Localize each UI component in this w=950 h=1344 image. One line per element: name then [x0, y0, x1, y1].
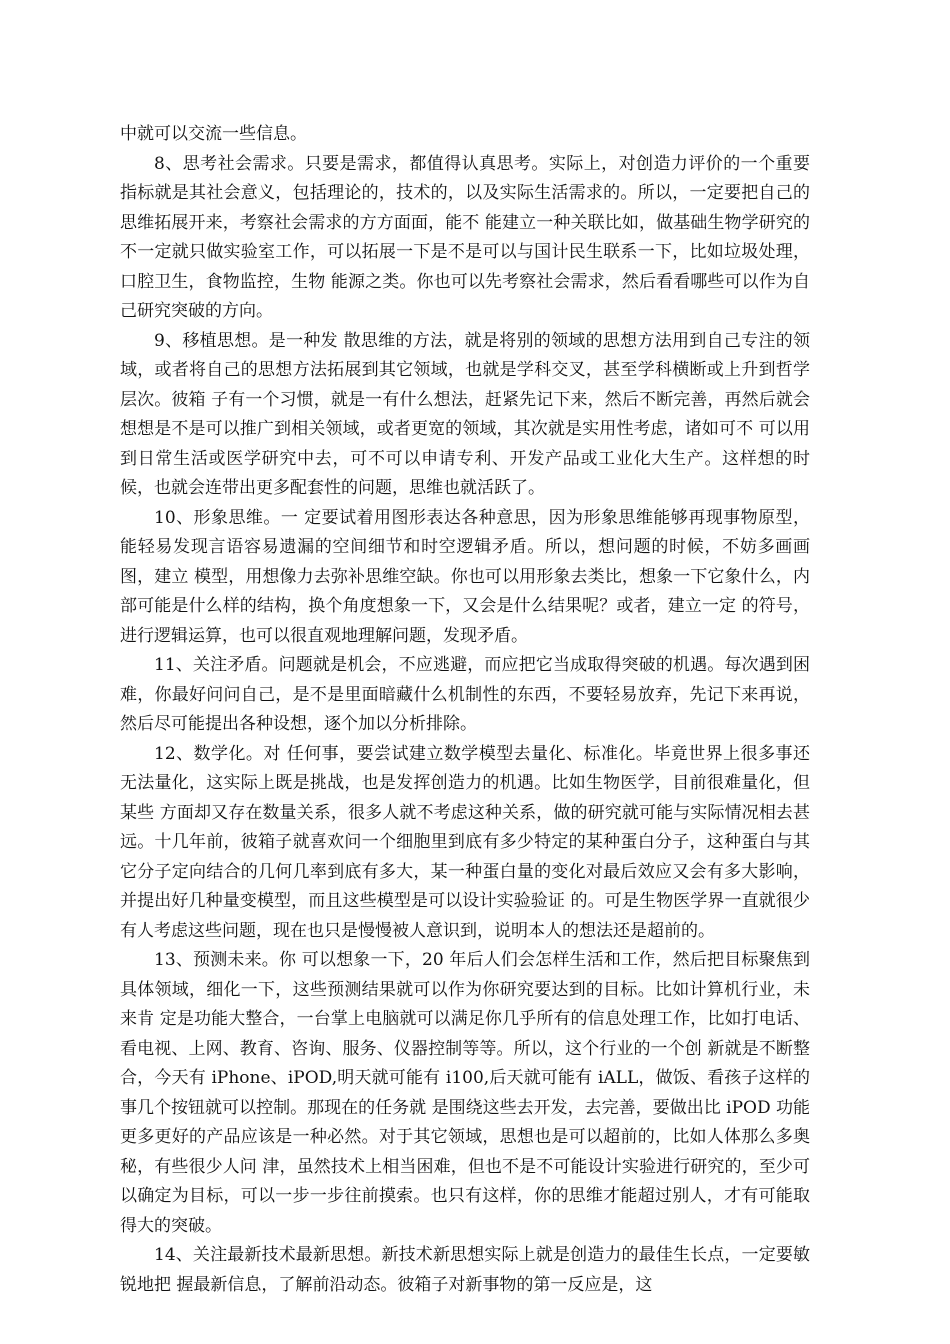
paragraph-item-13-predict-future: 13、预测未来。你 可以想象一下，20 年后人们会怎样生活和工作，然后把目标聚焦到具体领域，细化一下，这些预测结果就可以作为你研究要达到的目标。比如计算机行业，未来肯 定是功能大整合，一台掌上电脑就可以满足你几乎所有的信息处理工作，比如打电话、看电视、上网、教育、咨询、服务、仪器控制等等。所以，这个行业的一个创 新就是不断整合，今天有 iPhone、iPOD,明天就可能有 i100,后天就可能有 iALL，做饭、看孩子这样的事几个按钮就可以控制。那现在的任务就 是围绕这些去开发，去完善，要做出比 iPOD 功能更多更好的产品应该是一种必然。对于其它领域，思想也是可以超前的，比如人体那么多奥秘，有些很少人问 津，虽然技术上相当困难，但也不是不可能设计实验进行研究的，至少可以确定为目标，可以一步一步往前摸索。也只有这样，你的思维才能超过别人，才有可能取 得大的突破。 [120, 950, 810, 1236]
paragraph-item-8-social-needs: 8、思考社会需求。只要是需求，都值得认真思考。实际上，对创造力评价的一个重要指标就是其社会意义，包括理论的，技术的，以及实际生活需求的。所以，一定要把自己的思维拓展开来，考察社会需求的方方面面，能不 能建立一种关联比如，做基础生物学研究的不一定就只做实验室工作，可以拓展一下是不是可以与国计民生联系一下，比如垃圾处理，口腔卫生，食物监控，生物 能源之类。你也可以先考察社会需求，然后看看哪些可以作为自己研究突破的方向。 [120, 153, 810, 321]
paragraph-item-11-contradictions: 11、关注矛盾。问题就是机会，不应逃避，而应把它当成取得突破的机遇。每次遇到困难，你最好问问自己，是不是里面暗藏什么机制性的东西，不要轻易放弃，先记下来再说，然后尽可能提出各种设想，逐个加以分析排除。 [120, 655, 810, 734]
paragraph-item-12-mathematization: 12、数学化。对 任何事，要尝试建立数学模型去量化、标准化。毕竟世界上很多事还无法量化，这实际上既是挑战，也是发挥创造力的机遇。比如生物医学，目前很难量化，但某些 方面却又存在数量关系，很多人就不考虑这种关系，做的研究就可能与实际情况相去甚远。十几年前，彼箱子就喜欢问一个细胞里到底有多少特定的某种蛋白分子，这种蛋白与其它分子定向结合的几何几率到底有多大，某一种蛋白量的变化对最后效应又会有多大影响，并提出好几种量变模型，而且这些模型是可以设计实验验证 的。可是生物医学界一直就很少有人考虑这些问题，现在也只是慢慢被人意识到，说明本人的想法还是超前的。 [120, 743, 810, 941]
paragraph-item-9-transplant-ideas: 9、移植思想。是一种发 散思维的方法，就是将别的领域的思想方法用到自己专注的领域，或者将自己的思想方法拓展到其它领域，也就是学科交叉，甚至学科横断或上升到哲学层次。彼箱 子有一个习惯，就是一有什么想法，赶紧先记下来，然后不断完善，再然后就会想想是不是可以推广到相关领域，或者更宽的领域，其次就是实用性考虑，诸如可不 可以用到日常生活或医学研究中去，可不可以申请专利、开发产品或工业化大生产。这样想的时候，也就会连带出更多配套性的问题，思维也就活跃了。 [120, 330, 810, 498]
paragraph-item-10-visual-thinking: 10、形象思维。一 定要试着用图形表达各种意思，因为形象思维能够再现事物原型，能轻易发现言语容易遗漏的空间细节和时空逻辑矛盾。所以，想问题的时候，不妨多画画图，建立 模型，用想像力去弥补思维空缺。你也可以用形象去类比，想象一下它象什么，内部可能是什么样的结构，换个角度想象一下，又会是什么结果呢？或者，建立一定 的符号，进行逻辑运算，也可以很直观地理解问题，发现矛盾。 [120, 507, 810, 646]
paragraph-item-14-latest-tech: 14、关注最新技术最新思想。新技术新思想实际上就是创造力的最佳生长点，一定要敏锐地把 握最新信息，了解前沿动态。彼箱子对新事物的第一反应是，这 [120, 1245, 810, 1295]
document-page [120, 120, 810, 1300]
paragraph-continuation: 中就可以交流一些信息。 [120, 124, 307, 144]
